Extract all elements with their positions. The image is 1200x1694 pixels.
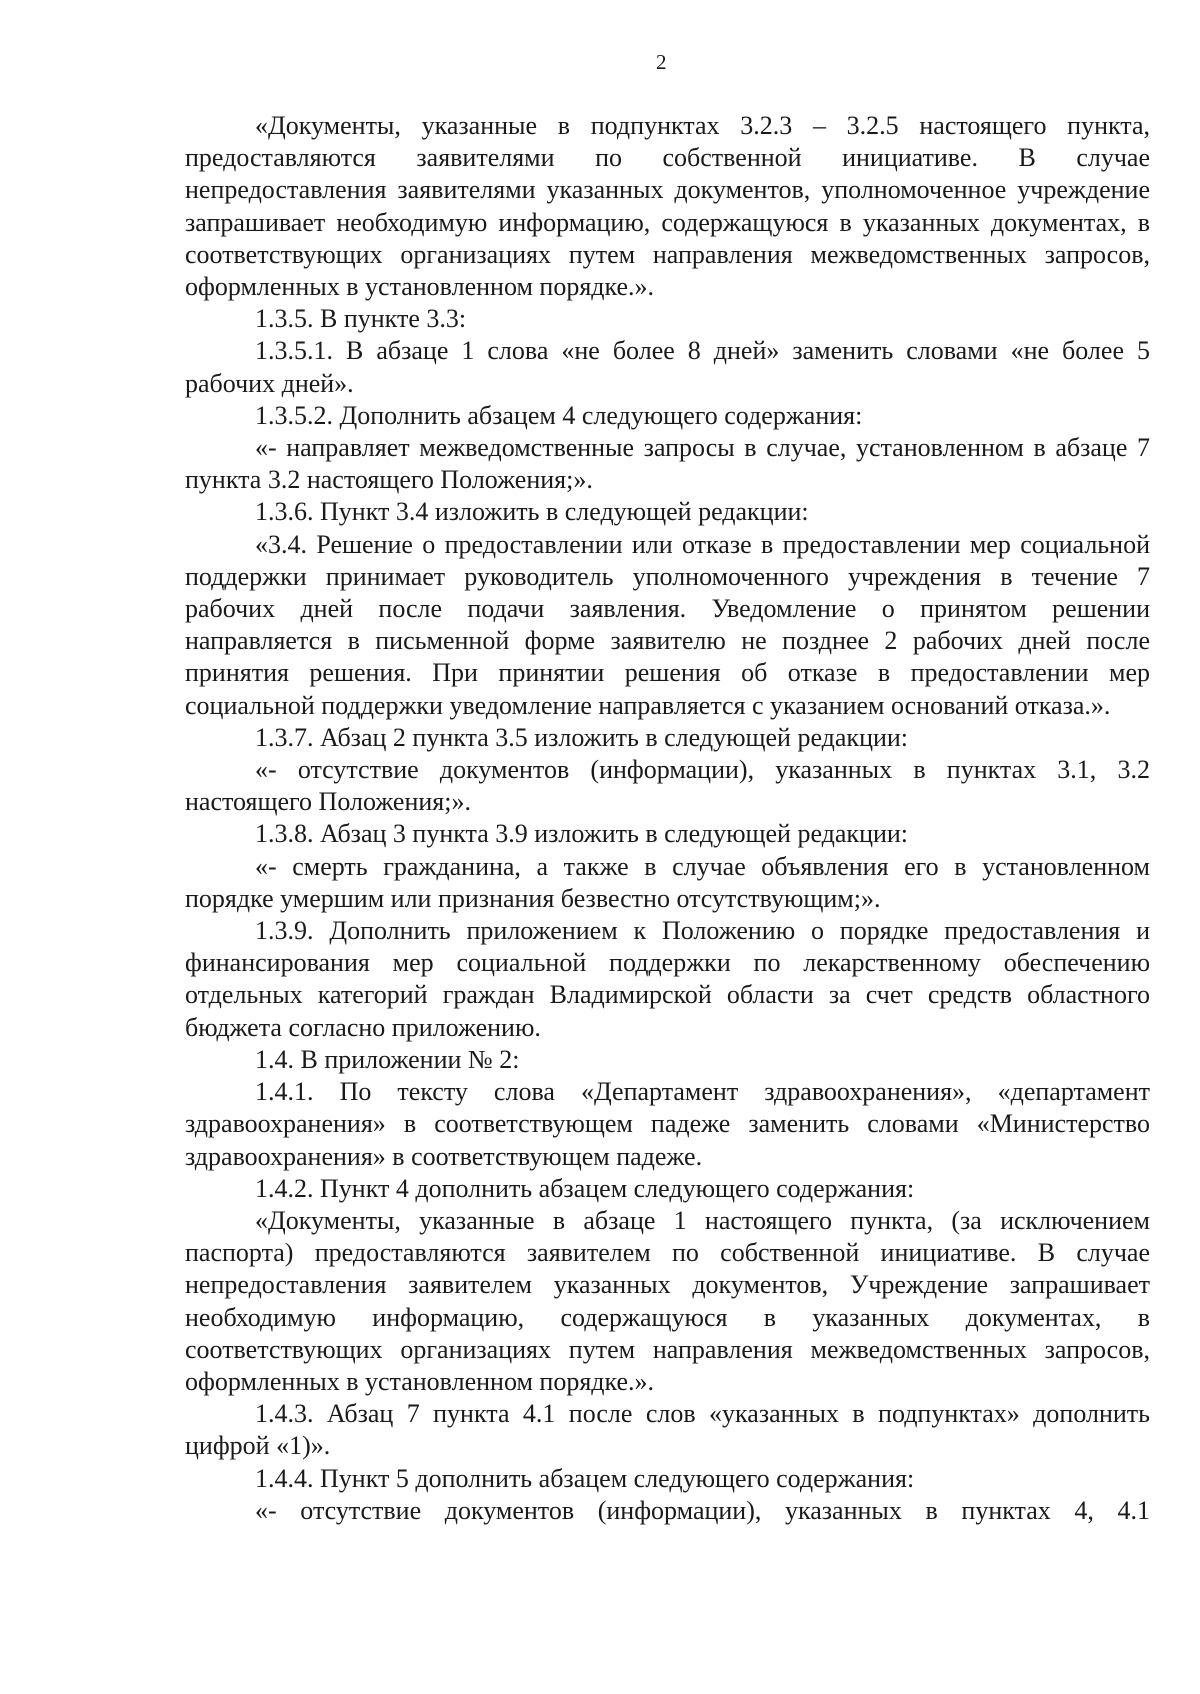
paragraph-1-4-3: 1.4.3. Абзац 7 пункта 4.1 после слов «указанных в подпунктах» дополнить цифрой «1)». <box>185 1399 1150 1461</box>
paragraph-1-3-5: 1.3.5. В пункте 3.3: <box>255 304 467 334</box>
paragraph-quote-documents-paragraph-1: «Документы, указанные в абзаце 1 настоящего пункта, (за исключением паспорта) предоставляются заявителем по собственной инициативе. В случае непредоставления заявителем указанных документов, Учреждение запрашивает необходимую информацию, содержащуюся в указанных документах, в соответствующих организациях путем направления межведомственных запросов, оформленных в установленном порядке.». <box>185 1205 1150 1396</box>
paragraph-quote-absence-3-1-3-2: «- отсутствие документов (информации), указанных в пунктах 3.1, 3.2 настоящего Положения;». <box>185 755 1150 817</box>
paragraph-quote-absence-4-4-1: «- отсутствие документов (информации), указанных в пунктах 4, 4.1 <box>255 1495 1150 1525</box>
paragraph-1-4: 1.4. В приложении № 2: <box>255 1044 520 1074</box>
paragraph-1-3-8: 1.3.8. Абзац 3 пункта 3.9 изложить в следующей редакции: <box>255 819 909 849</box>
paragraph-1-4-1: 1.4.1. По тексту слова «Департамент здравоохранения», «департамент здравоохранения» в соответствующем падеже заменить словами «Министерство здравоохранения» в соответствующем падеже. <box>185 1077 1150 1171</box>
paragraph-1-3-7: 1.3.7. Абзац 2 пункта 3.5 изложить в следующей редакции: <box>255 722 909 752</box>
paragraph-1-4-2: 1.4.2. Пункт 4 дополнить абзацем следующего содержания: <box>255 1173 915 1203</box>
paragraph-1-3-9: 1.3.9. Дополнить приложением к Положению о порядке предоставления и финансирования мер социальной поддержки по лекарственному обеспечению отдельных категорий граждан Владимирской области за счет средств областного бюджета согласно приложению. <box>185 916 1150 1042</box>
document-body <box>185 110 1150 1527</box>
paragraph-1-3-5-2: 1.3.5.2. Дополнить абзацем 4 следующего содержания: <box>255 400 863 430</box>
paragraph-1-3-5-1: 1.3.5.1. В абзаце 1 слова «не более 8 дней» заменить словами «не более 5 рабочих дней». <box>185 336 1150 398</box>
paragraph-1-3-6: 1.3.6. Пункт 3.4 изложить в следующей редакции: <box>255 497 809 527</box>
paragraph-1-4-4: 1.4.4. Пункт 5 дополнить абзацем следующего содержания: <box>255 1463 915 1493</box>
paragraph-quote-death: «- смерть гражданина, а также в случае объявления его в установленном порядке умершим или признания безвестно отсутствующим;». <box>185 851 1150 913</box>
paragraph-quote-3-4: «3.4. Решение о предоставлении или отказе в предоставлении мер социальной поддержки принимает руководитель уполномоченного учреждения в течение 7 рабочих дней после подачи заявления. Уведомление о принятом решении направляется в письменной форме заявителю не позднее 2 рабочих дней после принятия решения. При принятии решения об отказе в предоставлении мер социальной поддержки уведомление направляется с указанием оснований отказа.». <box>185 529 1150 720</box>
page-number: 2 <box>656 50 667 74</box>
paragraph-quote-interagency-requests: «- направляет межведомственные запросы в случае, установленном в абзаце 7 пункта 3.2 настоящего Положения;». <box>185 433 1150 495</box>
paragraph-quote-documents-3-2: «Документы, указанные в подпунктах 3.2.3 – 3.2.5 настоящего пункта, предоставляются заявителями по собственной инициативе. В случае непредоставления заявителями указанных документов, уполномоченное учреждение запрашивает необходимую информацию, содержащуюся в указанных документах, в соответствующих организациях путем направления межведомственных запросов, оформленных в установленном порядке.». <box>185 111 1150 302</box>
